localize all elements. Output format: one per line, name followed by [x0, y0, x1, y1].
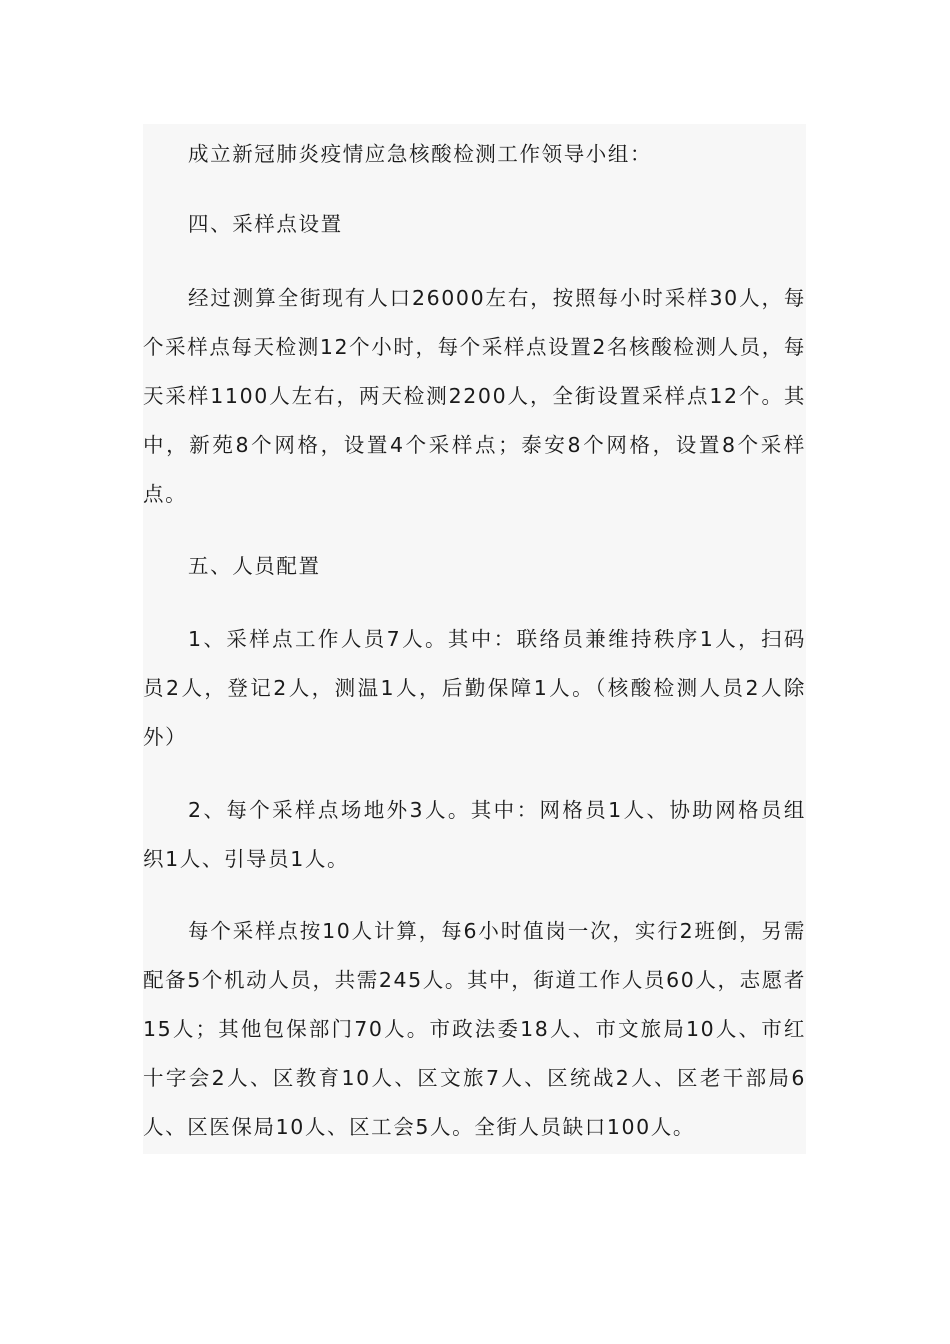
document-body	[143, 124, 806, 1154]
paragraph-staff-totals: 每个采样点按10人计算，每6小时值岗一次，实行2班倒，另需配备5个机动人员，共需245人。其中，街道工作人员60人，志愿者15人；其他包保部门70人。市政法委18人、市文旅局10人、市红十字会2人、区教育10人、区文旅7人、区统战2人、区老干部局6人、区医保局10人、区工会5人。全街人员缺口100人。	[143, 919, 806, 1139]
paragraph-leadership-group: 成立新冠肺炎疫情应急核酸检测工作领导小组：	[188, 142, 653, 166]
heading-sampling-sites: 四、采样点设置	[188, 212, 343, 236]
paragraph-sampling-sites: 经过测算全街现有人口26000左右，按照每小时采样30人，每个采样点每天检测12个小时，每个采样点设置2名核酸检测人员，每天采样1100人左右，两天检测2200人，全街设置采样点12个。其中，新苑8个网格，设置4个采样点；泰安8个网格，设置8个采样点。	[143, 286, 806, 506]
paragraph-outside-staff: 2、每个采样点场地外3人。其中：网格员1人、协助网格员组织1人、引导员1人。	[143, 798, 806, 871]
paragraph-site-staff: 1、采样点工作人员7人。其中：联络员兼维持秩序1人，扫码员2人，登记2人，测温1人，后勤保障1人。（核酸检测人员2人除外）	[143, 627, 806, 749]
heading-staffing: 五、人员配置	[188, 554, 321, 578]
